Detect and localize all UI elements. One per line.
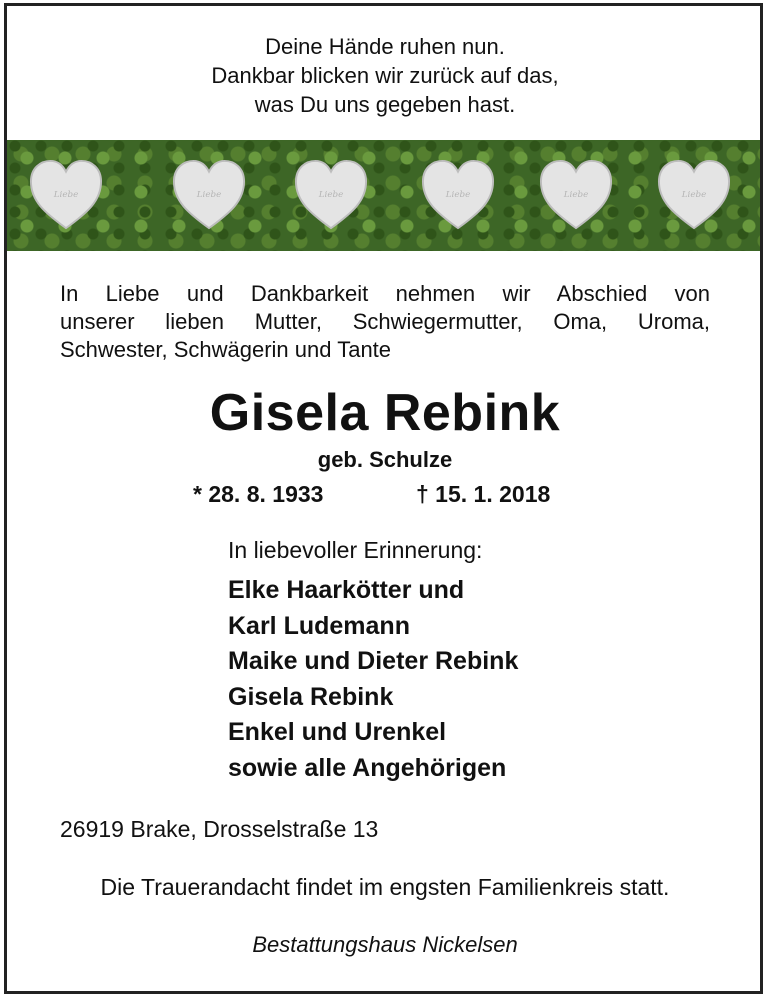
mourners-list	[228, 573, 518, 786]
family-address: 26919 Brake, Drosselstraße 13	[60, 816, 379, 842]
mourner-name: Gisela Rebink	[228, 682, 394, 711]
mourner-name: Enkel und Urenkel	[228, 718, 447, 746]
intro-line: Schwester, Schwägerin und Tante	[60, 337, 392, 362]
heart-stone-icon	[292, 158, 370, 232]
hearts-banner-image	[7, 140, 760, 251]
heart-script: Liebe	[318, 189, 344, 200]
poem-line: was Du uns gegeben hast.	[254, 92, 516, 117]
farewell-intro	[60, 280, 710, 364]
mourner-name: sowie alle Angehörigen	[228, 753, 507, 782]
heart-stone-icon	[27, 158, 105, 232]
heart-script: Liebe	[53, 189, 79, 200]
intro-line: In Liebe und Dankbarkeit nehmen wir Abschied von	[60, 281, 710, 306]
funeral-home: Bestattungshaus Nickelsen	[252, 932, 518, 957]
mourners-heading: In liebevoller Erinnerung:	[228, 537, 483, 563]
mourner-name: Karl Ludemann	[228, 611, 410, 640]
heart-script: Liebe	[196, 189, 222, 200]
heart-script: Liebe	[681, 189, 707, 200]
mourner-name: Elke Haarkötter und	[228, 576, 465, 604]
heart-script: Liebe	[563, 189, 589, 200]
heart-stone-icon	[419, 158, 497, 232]
heart-script: Liebe	[445, 189, 471, 200]
poem-line: Deine Hände ruhen nun.	[265, 34, 505, 59]
heart-stone-icon	[170, 158, 248, 232]
poem-line: Dankbar blicken wir zurück auf das,	[211, 63, 559, 88]
birth-date: * 28. 8. 1933	[193, 481, 324, 507]
intro-line: unserer lieben Mutter, Schwiegermutter, Oma, Uroma,	[60, 309, 710, 334]
mourner-name: Maike und Dieter Rebink	[228, 647, 519, 675]
birth-name: geb. Schulze	[317, 447, 453, 472]
service-notice: Die Trauerandacht findet im engsten Familienkreis statt.	[100, 874, 670, 900]
heart-stone-icon	[655, 158, 733, 232]
deceased-name: Gisela Rebink	[209, 384, 561, 442]
death-date: † 15. 1. 2018	[416, 481, 551, 507]
heart-stone-icon	[537, 158, 615, 232]
poem	[0, 32, 770, 119]
